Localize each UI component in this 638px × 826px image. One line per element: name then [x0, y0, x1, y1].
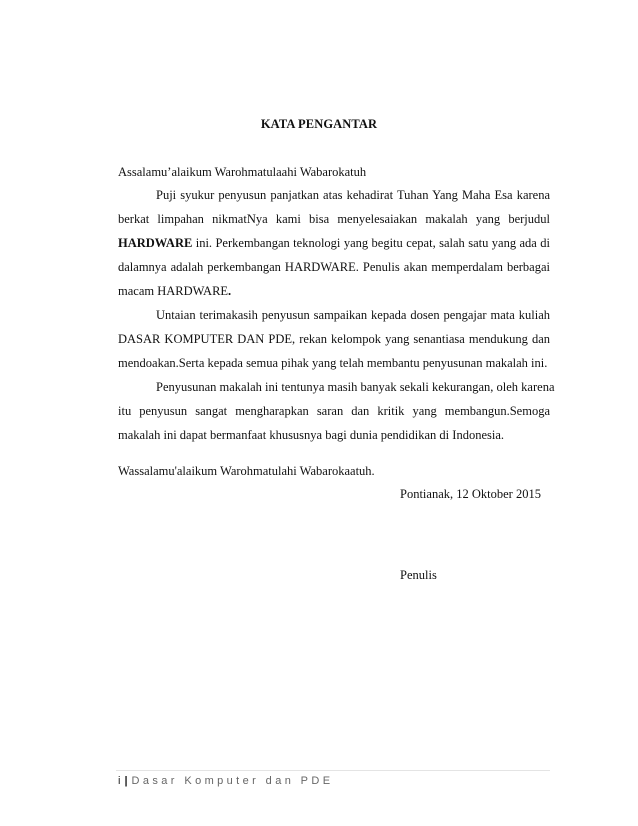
paragraph-line: mendoakan.Serta kepada semua pihak yang telah membantu penyusunan makalah ini.	[118, 356, 548, 370]
page-title: KATA PENGANTAR	[260, 117, 378, 131]
footer-text: Dasar Komputer dan PDE	[131, 775, 334, 787]
paragraph-line: makalah ini dapat bermanfaat khususnya bagi dunia pendidikan di Indonesia.	[118, 428, 504, 442]
paragraph-line: Untaian terimakasih penyusun sampaikan kepada dosen pengajar mata kuliah	[156, 308, 550, 322]
paragraph-line	[118, 236, 550, 251]
footer-rule	[116, 770, 550, 771]
bold-period: .	[228, 284, 232, 298]
paragraph-line	[118, 284, 550, 299]
paragraph-line: itu penyusun sangat mengharapkan saran dan kritik yang membangun.Semoga	[118, 404, 550, 418]
paragraph-line: Penyusunan makalah ini tentunya masih banyak sekali kekurangan, oleh karena	[156, 380, 555, 394]
signature: Penulis	[400, 568, 437, 582]
paragraph-line: DASAR KOMPUTER DAN PDE, rekan kelompok yang senantiasa mendukung dan	[118, 332, 550, 346]
place-date: Pontianak, 12 Oktober 2015	[400, 487, 541, 501]
footer-separator: |	[124, 775, 128, 787]
paragraph-text: ini. Perkembangan teknologi yang begitu cepat, salah satu yang ada di	[192, 236, 550, 250]
paragraph-line: Puji syukur penyusun panjatkan atas kehadirat Tuhan Yang Maha Esa karena	[156, 188, 550, 202]
paragraph-text: macam HARDWARE	[118, 284, 229, 298]
closing: Wassalamu'alaikum Warohmatulahi Wabarokaatuh.	[118, 464, 375, 478]
page-number: i	[118, 775, 121, 787]
footer	[118, 775, 334, 787]
greeting: Assalamu’alaikum Warohmatulaahi Wabarokatuh	[118, 165, 367, 179]
bold-term: HARDWARE	[118, 236, 193, 250]
paragraph-line: dalamnya adalah perkembangan HARDWARE. Penulis akan memperdalam berbagai	[118, 260, 550, 274]
paragraph-line: berkat limpahan nikmatNya kami bisa menyelesaiakan makalah yang berjudul	[118, 212, 550, 226]
